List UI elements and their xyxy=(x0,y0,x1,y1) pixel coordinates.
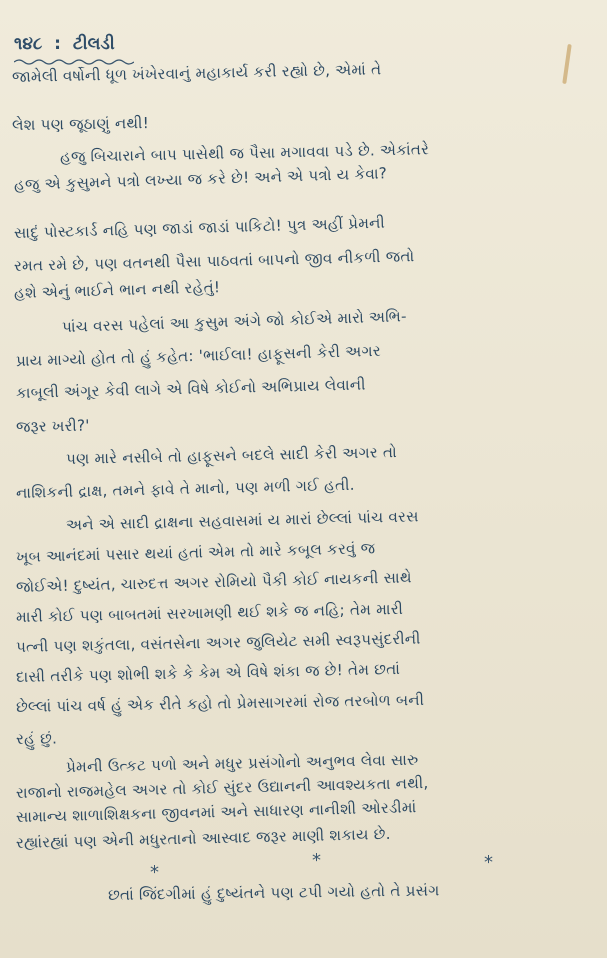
text-line: રહ્યાંરહ્યાં પણ એની મધુરતાનો આસ્વાદ જરૂર માણી શકાય છે. xyxy=(15,824,391,852)
text-line: હજુ બિચારાને બાપ પાસેથી જ પૈસા મગાવવા પડે છે. એકાંતરે xyxy=(59,140,430,166)
text-line: નાશિકની દ્રાક્ષ, તમને ફાવે તે માનો, પણ મળી ગઈ હતી. xyxy=(15,475,355,502)
section-separator xyxy=(0,822,607,883)
text-line: રહું છું. xyxy=(15,729,58,748)
text-line: દાસી તરીકે પણ શોભી શકે કે કેમ એ વિષે શંકા જ છે! તેમ છતાં xyxy=(15,659,401,686)
text-line: પ્રાય માગ્યો હોત તો હું કહેત: 'ભાઈલા! હાફૂસની કેરી અગર xyxy=(15,341,382,370)
text-line: છેલ્લાં પાંચ વર્ષ હું એક રીતે કહો તો પ્રેમસાગરમાં રોજ તરબોળ બની xyxy=(15,690,425,716)
separator-star: * xyxy=(312,850,321,871)
text-line: જરૂર ખરી?' xyxy=(15,416,90,436)
text-line: રમત રમે છે, પણ વતનથી પૈસા પાઠવતાં બાપનો જીવ નીકળી જતો xyxy=(13,247,415,275)
text-line: પાંચ વરસ પહેલાં આ કુસુમ અંગે જો કોઈએ મારો અભિ- xyxy=(61,307,407,336)
text-line: કાબૂલી અંગૂર કેવી લાગે એ વિષે કોઈનો અભિપ્રાય લેવાની xyxy=(15,375,366,402)
text-line: સામાન્ય શાળાશિક્ષકના જીવનમાં અને સાધારણ નાનીશી ઓરડીમાં xyxy=(15,798,417,826)
text-line: મારી કોઈ પણ બાબતમાં સરખામણી થઈ શકે જ નહિ; તેમ મારી xyxy=(15,599,404,626)
text-line: રાજાનો રાજમહેલ અગર તો કોઈ સુંદર ઉદ્યાનની આવશ્યકતા નથી, xyxy=(15,773,429,802)
text-line: ખૂબ આનંદમાં પસાર થયાં હતાં એમ તો મારે કબૂલ કરવું જ xyxy=(15,539,376,566)
text-line: છતાં જિંદગીમાં હું દુષ્યંતને પણ ટપી ગયો હતો તે પ્રસંગ xyxy=(107,881,440,904)
separator-star: * xyxy=(484,852,493,873)
text-line: હશે એનું ભાઈને ભાન નથી રહેતું! xyxy=(13,278,221,302)
page-stain xyxy=(562,44,572,84)
text-line: હજુ એ કુસુમને પત્રો લખ્યા જ કરે છે! અને એ પત્રો ય કેવા? xyxy=(13,164,388,194)
text-line: સાદું પોસ્ટકાર્ડ નહિ પણ જાડાં જાડાં પાકિટો! પુત્ર અહીં પ્રેમની xyxy=(13,213,386,242)
text-line: જામેલી વર્ષોની ધૂળ ખંખેરવાનું મહાકાર્ય કરી રહ્યો છે, એમાં તે xyxy=(11,60,382,86)
text-line: પણ મારે નસીબે તો હાફૂસને બદલે સાદી કેરી અગર તો xyxy=(65,443,398,468)
text-line: પત્ની પણ શકુંતલા, વસંતસેના અગર જુલિયેટ સમી સ્વરૂપસુંદરીની xyxy=(15,629,421,656)
header-underline xyxy=(14,58,134,66)
text-line: અને એ સાદી દ્રાક્ષના સહવાસમાં ય મારાં છેલ્લાં પાંચ વરસ xyxy=(65,507,419,534)
separator-star: * xyxy=(150,862,159,883)
header-separator: : xyxy=(54,34,61,54)
page-number: ૧૪૮ xyxy=(14,34,43,54)
text-line: જોઈએ! દુષ્યંત, ચારુદત્ત અગર રોમિયો પૈકી કોઈ નાયકની સાથે xyxy=(15,568,412,596)
running-title: ટીલડી xyxy=(72,34,115,54)
text-line: પ્રેમની ઉત્કટ પળો અને મધુર પ્રસંગોનો અનુભવ લેવા સારુ xyxy=(65,750,419,776)
text-line: લેશ પણ જૂઠાણું નથી! xyxy=(11,114,150,134)
page-header xyxy=(14,34,115,54)
